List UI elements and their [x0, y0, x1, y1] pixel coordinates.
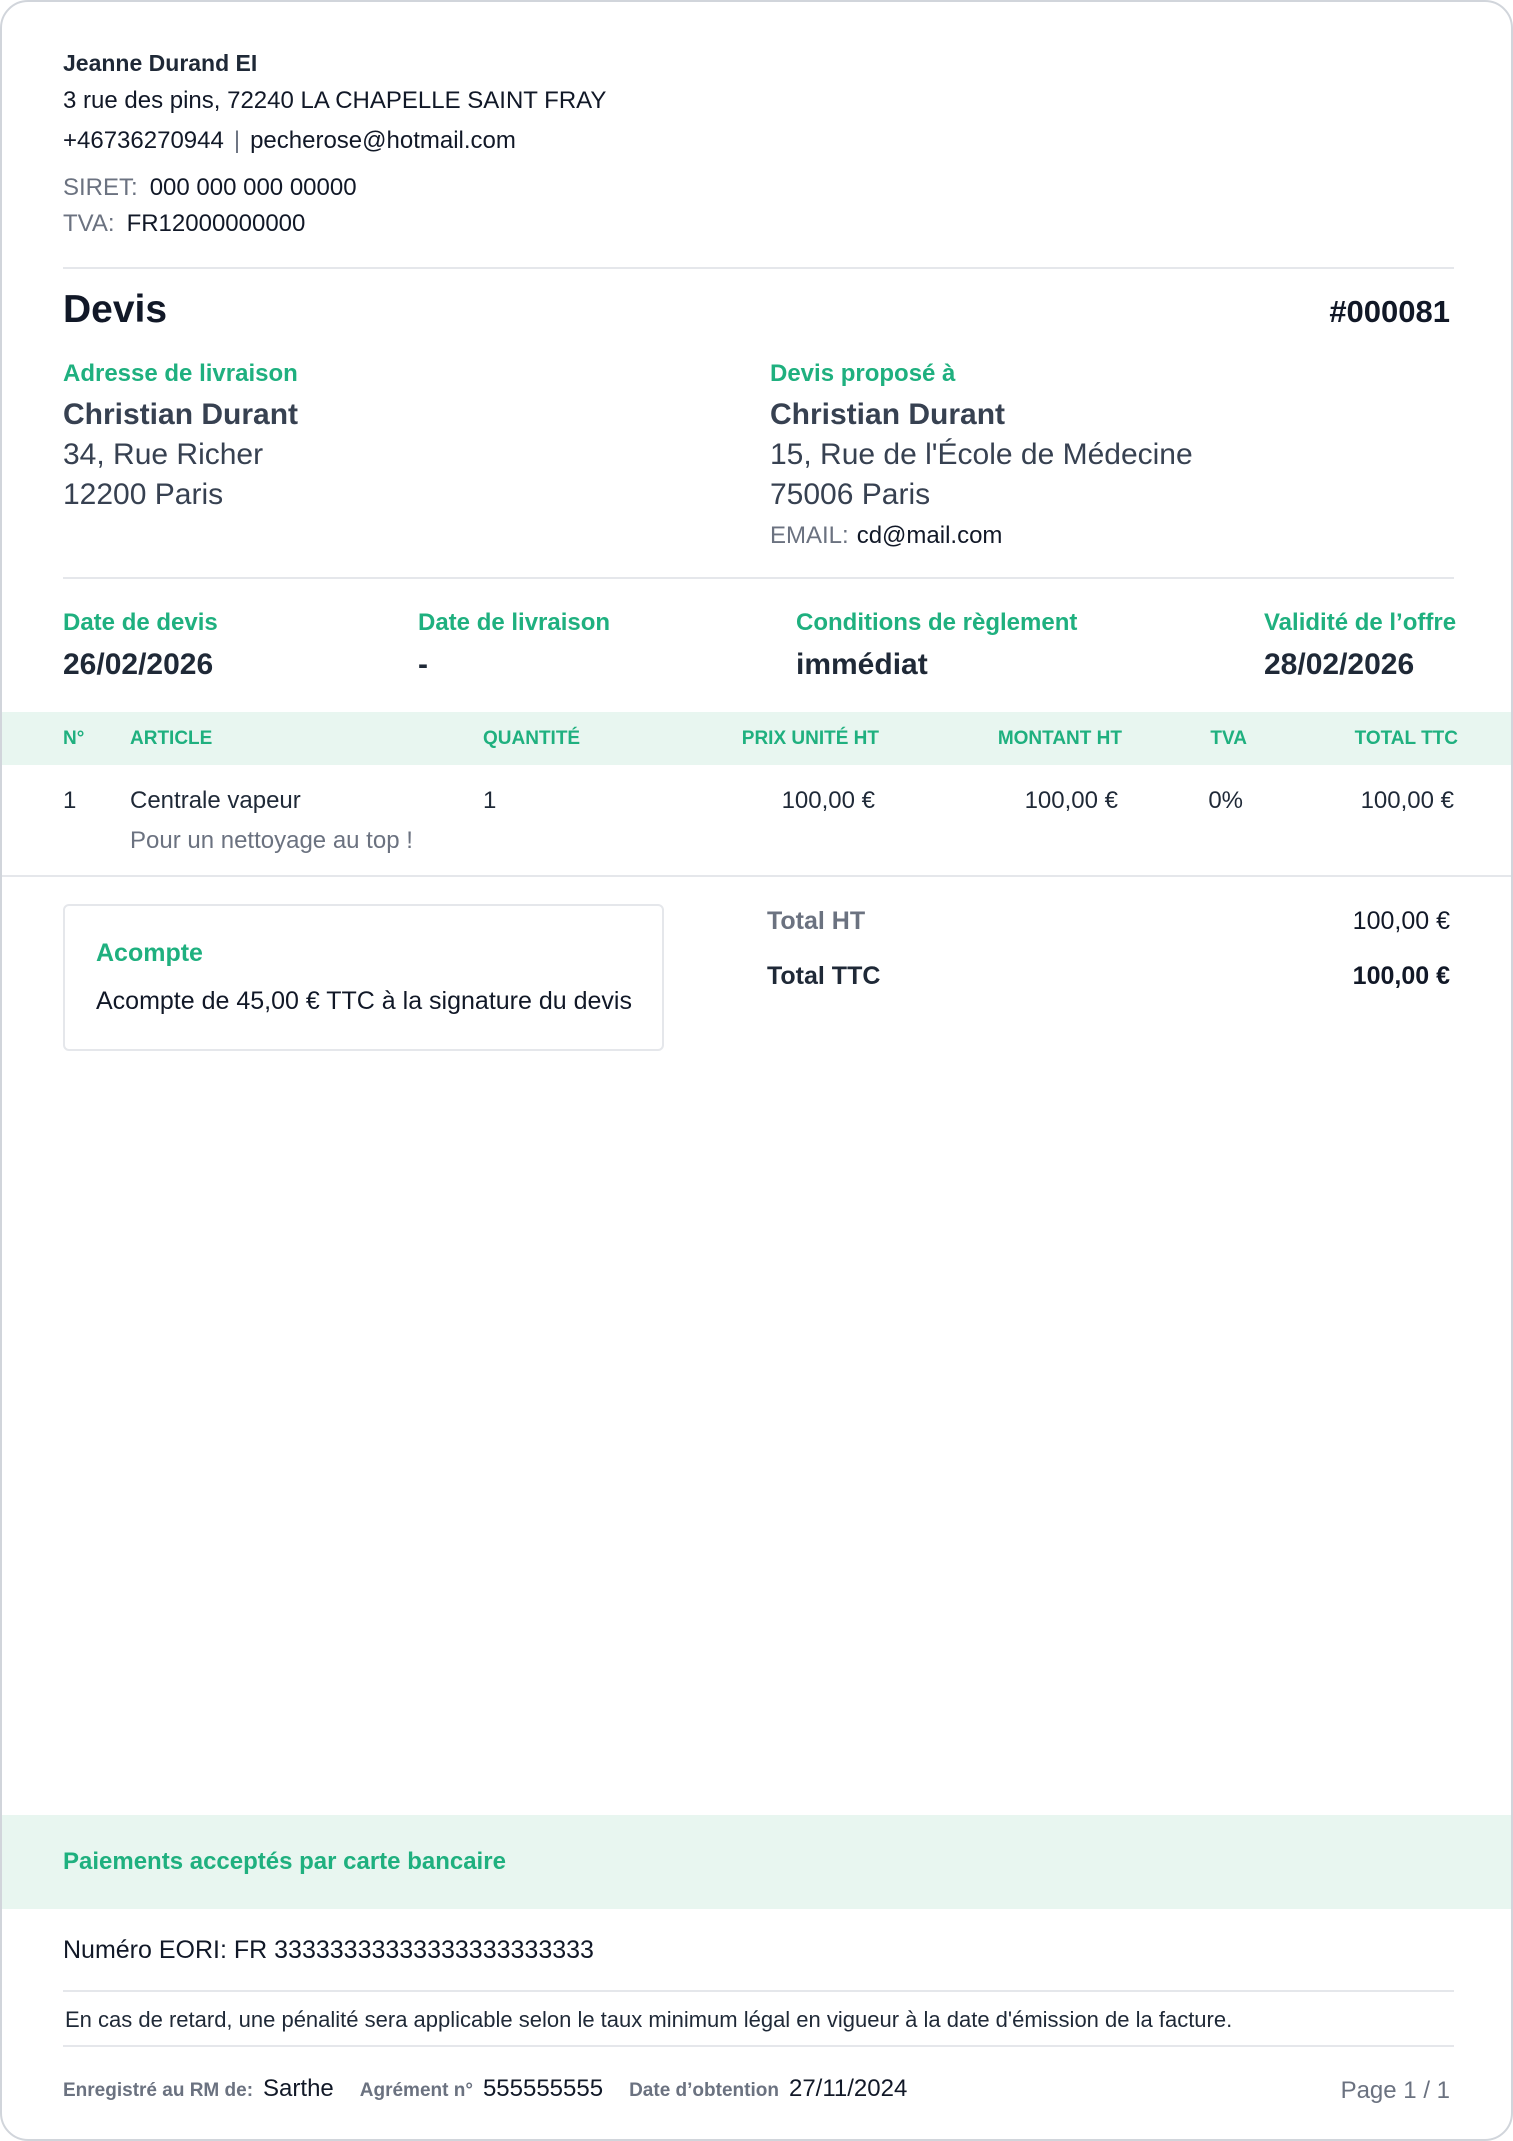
agreement-value: 555555555 — [482, 2075, 604, 2102]
total-ttc-label: Total TTC — [767, 962, 881, 990]
siret-value: 000 000 000 00000 — [149, 174, 357, 201]
client-email-value: cd@mail.com — [856, 522, 1003, 549]
col-tva: TVA — [1210, 728, 1247, 749]
row-no: 1 — [63, 787, 77, 814]
tva-value: FR12000000000 — [126, 210, 306, 237]
contact-separator: | — [233, 127, 241, 154]
client-line1: 15, Rue de l'École de Médecine — [770, 438, 1193, 471]
document-number: #000081 — [1329, 294, 1450, 329]
payment-terms-value: immédiat — [796, 648, 928, 681]
delivery-date-label: Date de livraison — [418, 609, 611, 636]
col-total-ttc: TOTAL TTC — [1354, 728, 1458, 749]
divider — [63, 577, 1454, 579]
agreement-label: Agrément n° — [359, 2080, 473, 2101]
row-tva: 0% — [1208, 787, 1243, 814]
rm-label: Enregistré au RM de: — [63, 2080, 254, 2101]
sender-name: Jeanne Durand EI — [63, 50, 258, 76]
row-total-ttc: 100,00 € — [1360, 787, 1454, 814]
row-quantity: 1 — [483, 787, 497, 814]
row-unit-price: 100,00 € — [781, 787, 875, 814]
client-line2: 75006 Paris — [770, 478, 931, 511]
total-ht-value: 100,00 € — [1352, 907, 1450, 935]
sender-siret — [63, 174, 357, 202]
delivery-name: Christian Durant — [63, 398, 299, 431]
sender-contact — [63, 127, 516, 155]
col-quantity: QUANTITÉ — [483, 728, 581, 749]
eori-number: Numéro EORI: FR 33333333333333333333333 — [63, 1936, 594, 1964]
row-article: Centrale vapeur — [130, 787, 301, 814]
client-email-label: EMAIL: — [770, 522, 849, 549]
client-email — [770, 522, 1002, 550]
delivery-line1: 34, Rue Richer — [63, 438, 264, 471]
payment-note: Paiements acceptés par carte bancaire — [63, 1848, 506, 1875]
client-heading: Devis proposé à — [770, 360, 956, 387]
delivery-heading: Adresse de livraison — [63, 360, 298, 387]
sender-tva — [63, 210, 305, 238]
col-article: ARTICLE — [130, 728, 213, 749]
delivery-line2: 12200 Paris — [63, 478, 224, 511]
divider — [63, 267, 1454, 269]
rm-value: Sarthe — [263, 2075, 334, 2102]
document-title: Devis — [63, 288, 168, 331]
col-unit-price: PRIX UNITÉ HT — [741, 728, 879, 749]
obtained-value: 27/11/2024 — [788, 2075, 908, 2102]
legal-notice: En cas de retard, une pénalité sera applicable selon le taux minimum légal en vigueur à la date d'émission de la facture. — [65, 2007, 1233, 2032]
tva-label: TVA: — [63, 210, 115, 237]
deposit-title: Acompte — [96, 939, 203, 967]
registration-row — [63, 2075, 933, 2103]
obtained-label: Date d’obtention — [629, 2080, 779, 2101]
row-divider — [2, 875, 1513, 877]
quote-date-value: 26/02/2026 — [63, 648, 214, 681]
total-ttc-value: 100,00 € — [1352, 962, 1450, 990]
row-amount-ht: 100,00 € — [1024, 787, 1118, 814]
deposit-text: Acompte de 45,00 € TTC à la signature du devis — [96, 987, 632, 1015]
quote-date-label: Date de devis — [63, 609, 218, 636]
payment-terms-label: Conditions de règlement — [796, 609, 1078, 636]
row-description: Pour un nettoyage au top ! — [130, 827, 413, 854]
col-amount-ht: MONTANT HT — [997, 728, 1122, 749]
sender-phone: +46736270944 — [63, 127, 224, 154]
payment-note-band — [2, 1815, 1513, 1909]
page-number: Page 1 / 1 — [1340, 2077, 1450, 2104]
validity-value: 28/02/2026 — [1264, 648, 1415, 681]
deposit-box — [63, 904, 664, 1051]
validity-label: Validité de l’offre — [1264, 609, 1457, 636]
divider — [63, 1990, 1454, 1992]
sender-address: 3 rue des pins, 72240 LA CHAPELLE SAINT FRAY — [63, 87, 607, 114]
items-table-header — [2, 712, 1513, 765]
sender-email: pecherose@hotmail.com — [250, 127, 516, 154]
divider — [63, 2045, 1454, 2047]
client-name: Christian Durant — [770, 398, 1006, 431]
siret-label: SIRET: — [63, 174, 138, 201]
delivery-date-value: - — [418, 648, 428, 681]
total-ht-label: Total HT — [767, 907, 866, 935]
col-no: N° — [63, 728, 85, 749]
